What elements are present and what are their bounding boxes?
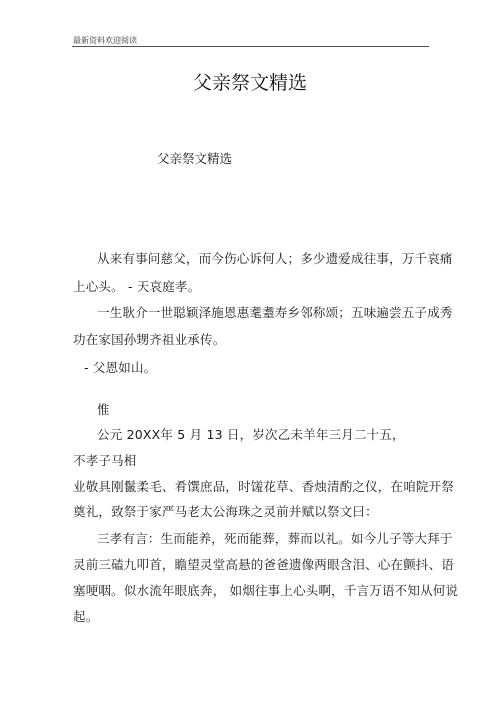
- body-line-11: 三孝有言：生而能养，死而能葬，葬而以礼。如今儿子等大拜于: [97, 531, 453, 546]
- body-line-10: 奠礼，致祭于家严马老太公海珠之灵前并赋以祭文曰：: [73, 504, 378, 519]
- body-line-6: 惟: [97, 402, 110, 417]
- body-line-5: - 父恩如山。: [84, 360, 157, 375]
- body-line-12: 灵前三磕九叩首，瞻望灵堂高悬的爸爸遗像两眼含泪、心在颤抖、语: [73, 557, 455, 572]
- body-line-1: 从来有事问慈父，而今伤心诉何人；多少遗爱成往事，万千哀痛: [97, 251, 453, 266]
- body-line-14: 起。: [73, 609, 99, 624]
- header-text: 最新资料欢迎阅读: [73, 36, 137, 45]
- body-line-7: 公元 20XX年 5 月 13 日，岁次乙未羊年三月二十五，: [97, 427, 405, 442]
- body-line-3: 一生耿介一世聪颖泽施恩惠耄耋寿乡邻称颂；五味遍尝五子成秀: [97, 305, 453, 320]
- body-line-13: 塞哽咽。似水流年眼底奔， 如烟往事上心头啊，千言万语不知从何说: [73, 583, 459, 598]
- body-line-8: 不孝子马相: [73, 453, 137, 468]
- body-line-2: 上心头。 - 天哀庭孝。: [73, 279, 201, 294]
- header-divider: [72, 46, 429, 47]
- body-line-9: 业敬具刚鬣柔毛、肴馔庶品，时馐花草、香烛清酌之仪，在咱院开祭: [73, 479, 455, 494]
- body-line-4: 功在家国孙甥齐祖业承传。: [73, 332, 226, 347]
- document-title: 父亲祭文精选: [192, 72, 307, 94]
- document-subtitle: 父亲祭文精选: [157, 151, 233, 166]
